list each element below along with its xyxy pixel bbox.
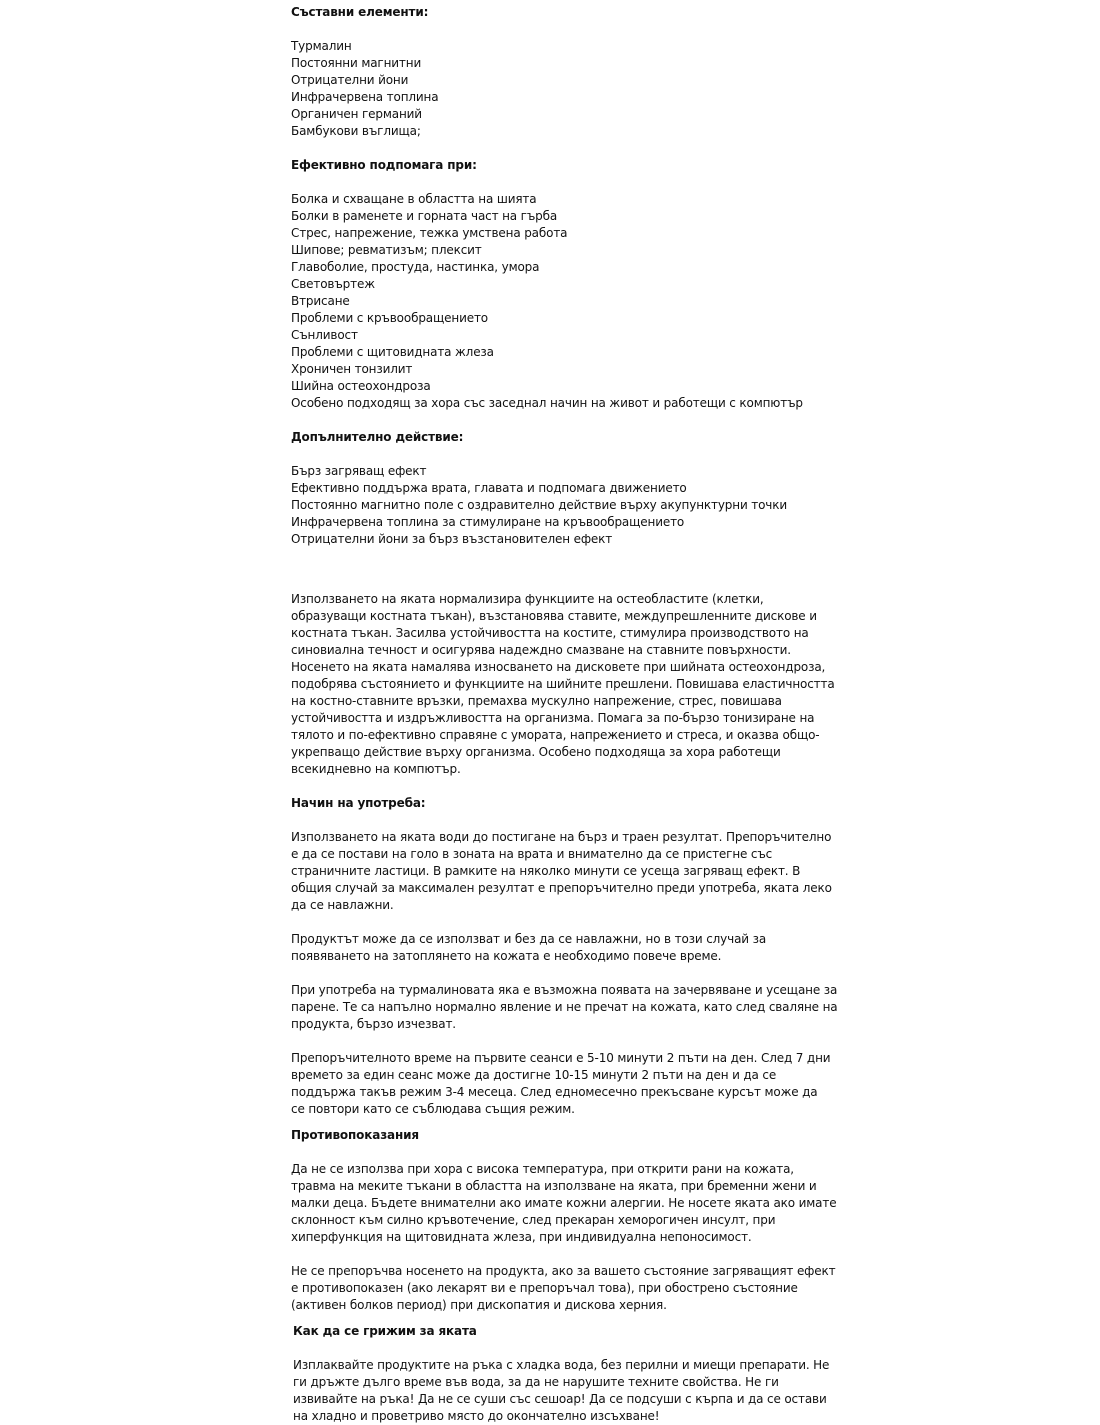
additional-heading: Допълнително действие: <box>291 430 464 444</box>
list-item: Световъртеж <box>291 277 375 291</box>
paragraph-line: Носенето на яката намалява износването на дисковете при шийната остеохондроза, <box>291 660 826 674</box>
list-item: Особено подходящ за хора със заседнал начин на живот и работещи с компютър <box>291 396 803 410</box>
list-item: Проблеми с щитовидната жлеза <box>291 345 494 359</box>
list-item: Втрисане <box>291 294 350 308</box>
list-item: Инфрачервена топлина за стимулиране на кръвообращението <box>291 515 685 529</box>
list-item: Бамбукови въглища; <box>291 124 421 138</box>
paragraph-line: Продуктът може да се използват и без да се навлажни, но в този случай за <box>291 932 767 946</box>
list-item: Стрес, напрежение, тежка умствена работа <box>291 226 568 240</box>
paragraph-line: Не се препоръчва носенето на продукта, ако за вашето състояние загряващият ефект <box>291 1264 836 1278</box>
paragraph-line: При употреба на турмалиновата яка е възможна появата на зачервяване и усещане за <box>291 983 838 997</box>
paragraph-line: на костно-ставните връзки, премахва мускулно напрежение, стрес, повишава <box>291 694 782 708</box>
list-item: Сънливост <box>291 328 358 342</box>
usage-paragraph <box>291 931 831 965</box>
contra-paragraph <box>291 1161 837 1246</box>
list-item: Отрицателни йони <box>291 73 409 87</box>
paragraph-line: травма на меките тъкани в областта на използване на яката, при бременни жени и <box>291 1179 817 1193</box>
list-item: Отрицателни йони за бърз възстановителен ефект <box>291 532 613 546</box>
paragraph-line: укрепващо действие върху организма. Особено подходяща за хора работещи <box>291 745 781 759</box>
paragraph-line: е да се постави на голо в зоната на врата и внимателно да се пристегне със <box>291 847 773 861</box>
additional-list <box>291 463 831 548</box>
usage-heading: Начин на употреба: <box>291 796 426 810</box>
list-item: Ефективно поддържа врата, главата и подпомага движението <box>291 481 687 495</box>
paragraph-line: склонност към силно кръвотечение, след прекаран хеморогичен инсулт, при <box>291 1213 776 1227</box>
list-item: Хроничен тонзилит <box>291 362 413 376</box>
paragraph-line: всекидневно на компютър. <box>291 762 461 776</box>
paragraph-line: времето за един сеанс може да достигне 10-15 минути 2 пъти на ден и да се <box>291 1068 777 1082</box>
care-heading: Как да се грижим за яката <box>293 1324 477 1338</box>
list-item: Проблеми с кръвообращението <box>291 311 488 325</box>
paragraph-line: Използването на яката води до постигане на бърз и траен резултат. Препоръчително <box>291 830 832 844</box>
paragraph-line: подобрява състоянието и функциите на шийните прешлени. Повишава еластичността <box>291 677 835 691</box>
paragraph-line: да се навлажни. <box>291 898 394 912</box>
contra-heading: Противопоказания <box>291 1128 419 1142</box>
list-item: Шипове; ревматизъм; плексит <box>291 243 482 257</box>
paragraph-line: общия случай за максимален резултат е препоръчително преди употреба, яката леко <box>291 881 832 895</box>
paragraph-line: страничните ластици. В рамките на няколко минути се усеща загряващ ефект. В <box>291 864 801 878</box>
list-item: Шийна остеохондроза <box>291 379 431 393</box>
description-paragraph <box>291 591 835 778</box>
list-item: Органичен германий <box>291 107 422 121</box>
paragraph-line: синовиална течност и осигурява надеждно смазване на ставните повърхности. <box>291 643 791 657</box>
components-list <box>291 38 831 140</box>
components-heading: Съставни елементи: <box>291 5 429 19</box>
paragraph-line: се повтори като се съблюдава същия режим. <box>291 1102 575 1116</box>
effective-list <box>291 191 831 412</box>
usage-paragraph <box>291 982 838 1033</box>
paragraph-line: на хладно и проветриво място до окончателно изсъхване! <box>293 1409 660 1423</box>
paragraph-line: тялото и по-ефективно справяне с умората, напрежението и стреса, и оказва общо- <box>291 728 820 742</box>
effective-heading: Ефективно подпомага при: <box>291 158 477 172</box>
paragraph-line: парене. Те са напълно нормално явление и не пречат на кожата, като след сваляне на <box>291 1000 838 1014</box>
paragraph-line: появяването на затоплянето на кожата е необходимо повече време. <box>291 949 722 963</box>
list-item: Бърз загряващ ефект <box>291 464 427 478</box>
contra-paragraph <box>291 1263 836 1314</box>
usage-paragraph <box>291 829 831 914</box>
paragraph-line: (активен болков период) при дископатия и дискова херния. <box>291 1298 667 1312</box>
paragraph-line: Да не се използва при хора с висока температура, при открити рани на кожата, <box>291 1162 794 1176</box>
document-body <box>291 4 838 1425</box>
list-item: Инфрачервена топлина <box>291 90 439 104</box>
paragraph-line: е противопоказен (ако лекарят ви е препоръчал това), при обострено състояние <box>291 1281 798 1295</box>
paragraph-line: костната тъкан. Засилва устойчивостта на костите, стимулира производството на <box>291 626 809 640</box>
list-item: Болки в раменете и горната част на гърба <box>291 209 558 223</box>
paragraph-line: устойчивостта и издръжливостта на организма. Помага за по-бързо тонизиране на <box>291 711 815 725</box>
paragraph-line: ги дръжте дълго време във вода, за да не нарушите техните свойства. Не ги <box>293 1375 779 1389</box>
list-item: Постоянно магнитно поле с оздравително действие върху акупунктурни точки <box>291 498 787 512</box>
paragraph-line: Използването на яката нормализира функциите на остеобластите (клетки, <box>291 592 764 606</box>
paragraph-line: поддържа такъв режим 3-4 месеца. След едномесечно прекъсване курсът може да <box>291 1085 818 1099</box>
paragraph-line: малки деца. Бъдете внимателни ако имате кожни алергии. Не носете яката ако имате <box>291 1196 837 1210</box>
paragraph-line: извивайте на ръка! Да не се суши със сешоар! Да се подсуши с кърпа и да се остави <box>293 1392 827 1406</box>
list-item: Болка и схващане в областта на шията <box>291 192 537 206</box>
list-item: Главоболие, простуда, настинка, умора <box>291 260 540 274</box>
paragraph-line: продукта, бързо изчезват. <box>291 1017 456 1031</box>
care-paragraph <box>291 1357 831 1425</box>
paragraph-line: Изплаквайте продуктите на ръка с хладка вода, без перилни и миещи препарати. Не <box>293 1358 830 1372</box>
paragraph-line: Препоръчителното време на първите сеанси е 5-10 минути 2 пъти на ден. След 7 дни <box>291 1051 831 1065</box>
usage-paragraph <box>291 1050 831 1118</box>
paragraph-line: образуващи костната тъкан), възстановява ставите, междупрешленните дискове и <box>291 609 817 623</box>
list-item: Постоянни магнитни <box>291 56 422 70</box>
paragraph-line: хиперфункция на щитовидната жлеза, при индивидуална непоносимост. <box>291 1230 752 1244</box>
list-item: Турмалин <box>291 39 352 53</box>
